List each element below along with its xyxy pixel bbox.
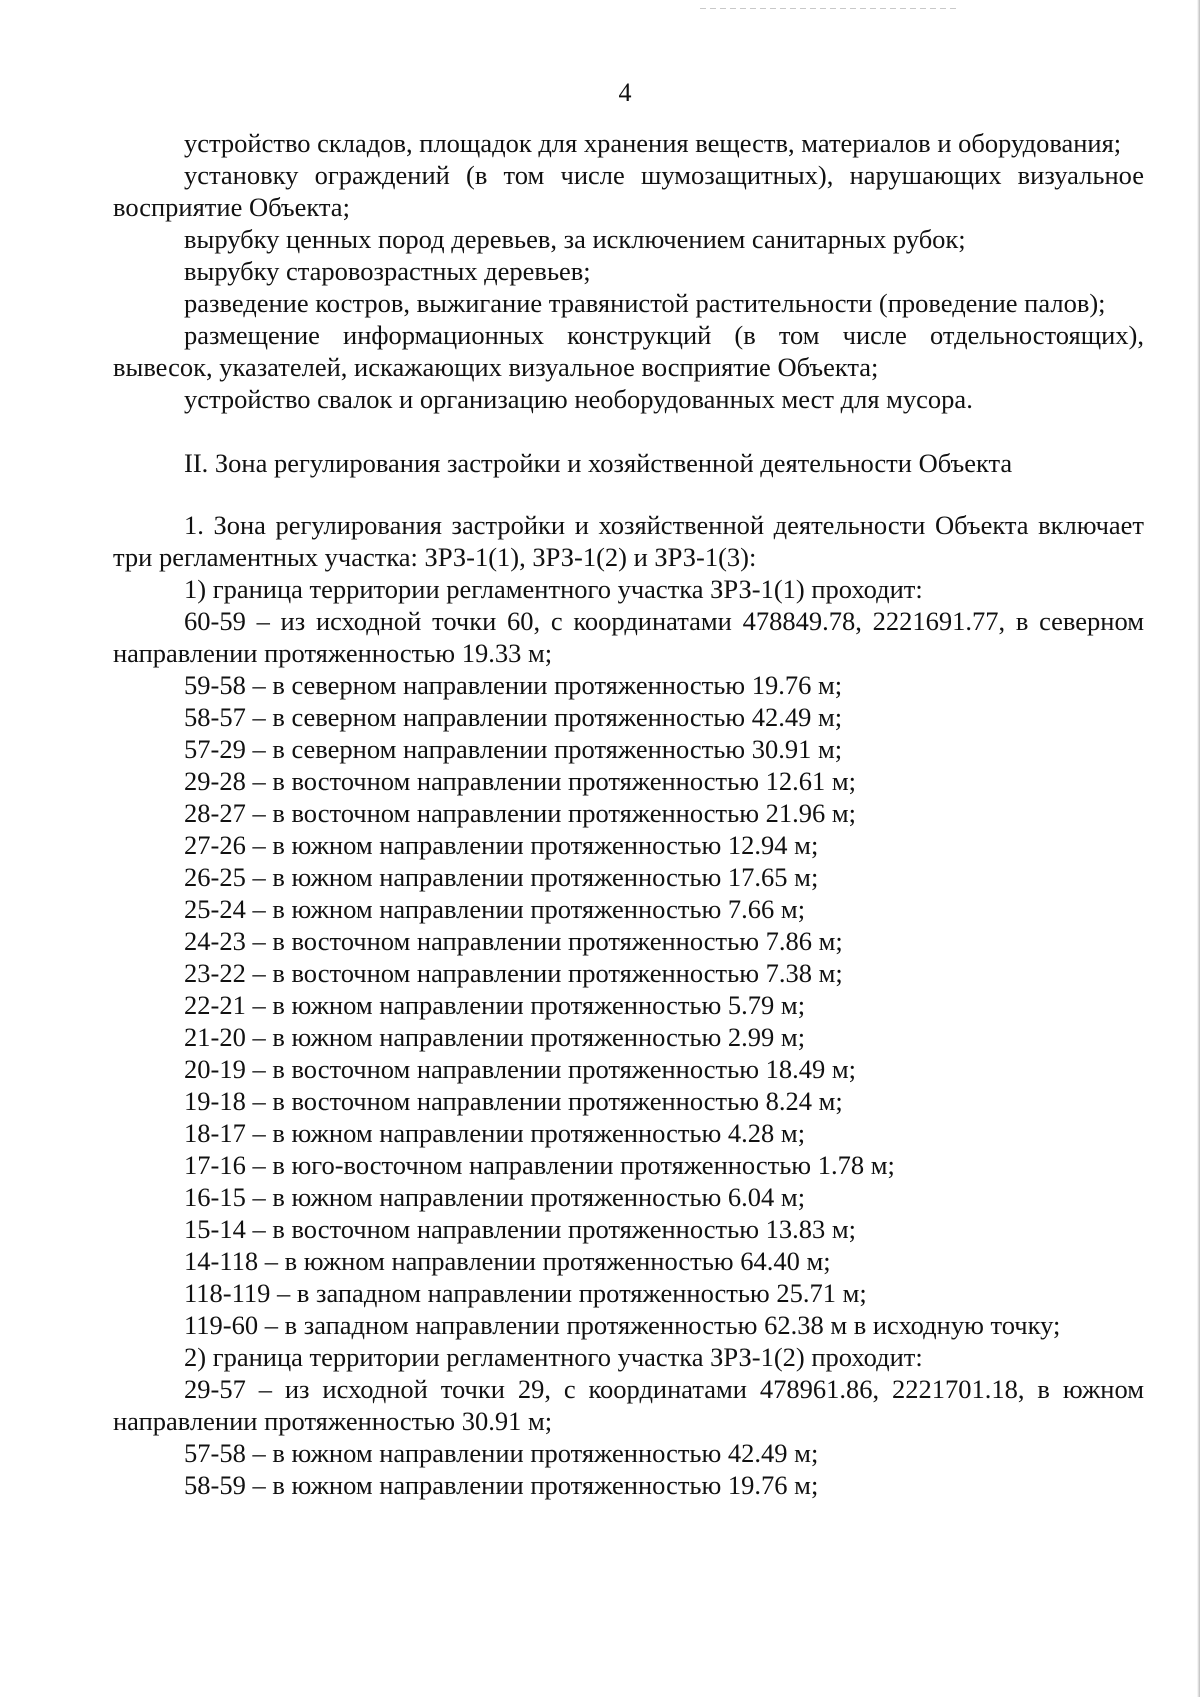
paragraph: устройство складов, площадок для хранения веществ, материалов и оборудования; bbox=[184, 128, 1122, 158]
boundary-segment: 57-58 – в южном направлении протяженностью 42.49 м; bbox=[184, 1438, 819, 1468]
scan-artifact bbox=[700, 8, 960, 9]
boundary-segment: 16-15 – в южном направлении протяженностью 6.04 м; bbox=[184, 1182, 806, 1212]
page-number: 4 bbox=[618, 78, 632, 107]
boundary-segment: 20-19 – в восточном направлении протяженностью 18.49 м; bbox=[184, 1054, 856, 1084]
section-heading: II. Зона регулирования застройки и хозяйственной деятельности Объекта bbox=[184, 448, 1013, 478]
boundary-segment: 29-28 – в восточном направлении протяженностью 12.61 м; bbox=[184, 766, 856, 796]
paragraph: 60-59 – из исходной точки 60, с координатами 478849.78, 2221691.77, в северном направлении протяженностью 19.33 м; bbox=[113, 606, 1144, 668]
paragraph: разведение костров, выжигание травянистой растительности (проведение палов); bbox=[184, 288, 1106, 318]
boundary-segment: 27-26 – в южном направлении протяженностью 12.94 м; bbox=[184, 830, 819, 860]
boundary-segment: 24-23 – в восточном направлении протяженностью 7.86 м; bbox=[184, 926, 843, 956]
boundary-segment: 26-25 – в южном направлении протяженностью 17.65 м; bbox=[184, 862, 819, 892]
spacer bbox=[113, 479, 1144, 509]
paragraph: вырубку ценных пород деревьев, за исключением санитарных рубок; bbox=[184, 224, 966, 254]
boundary-segment: 118-119 – в западном направлении протяженностью 25.71 м; bbox=[184, 1278, 867, 1308]
boundary-segment: 29-57 – из исходной точки 29, с координатами 478961.86, 2221701.18, в южном направлении протяженностью 30.91 м; bbox=[113, 1374, 1144, 1436]
paragraph: 1. Зона регулирования застройки и хозяйственной деятельности Объекта включает три регламентных участка: ЗРЗ-1(1), ЗРЗ-1(2) и ЗРЗ-1(3): bbox=[113, 510, 1144, 572]
boundary-segment: 58-59 – в южном направлении протяженностью 19.76 м; bbox=[184, 1470, 819, 1500]
boundary-segment: 25-24 – в южном направлении протяженностью 7.66 м; bbox=[184, 894, 806, 924]
boundary-segment: 14-118 – в южном направлении протяженностью 64.40 м; bbox=[184, 1246, 831, 1276]
spacer bbox=[113, 415, 1144, 447]
paragraph: устройство свалок и организацию необорудованных мест для мусора. bbox=[184, 384, 973, 414]
boundary-segment: 17-16 – в юго-восточном направлении протяженностью 1.78 м; bbox=[184, 1150, 895, 1180]
document-body bbox=[113, 127, 1144, 1501]
boundary-segment: 58-57 – в северном направлении протяженностью 42.49 м; bbox=[184, 702, 843, 732]
boundary-segment: 57-29 – в северном направлении протяженностью 30.91 м; bbox=[184, 734, 843, 764]
boundary-segment: 15-14 – в восточном направлении протяженностью 13.83 м; bbox=[184, 1214, 856, 1244]
paragraph: вырубку старовозрастных деревьев; bbox=[184, 256, 591, 286]
boundary-segment: 59-58 – в северном направлении протяженностью 19.76 м; bbox=[184, 670, 843, 700]
paragraph: размещение информационных конструкций (в том числе отдельностоящих), вывесок, указателей, искажающих визуальное восприятие Объекта; bbox=[113, 320, 1144, 382]
boundary-segment: 22-21 – в южном направлении протяженностью 5.79 м; bbox=[184, 990, 806, 1020]
paragraph: установку ограждений (в том числе шумозащитных), нарушающих визуальное восприятие Объекта; bbox=[113, 160, 1144, 222]
boundary-segment: 18-17 – в южном направлении протяженностью 4.28 м; bbox=[184, 1118, 806, 1148]
paragraph: 1) граница территории регламентного участка ЗРЗ-1(1) проходит: bbox=[184, 574, 923, 604]
boundary-segment: 28-27 – в восточном направлении протяженностью 21.96 м; bbox=[184, 798, 856, 828]
boundary-segment: 19-18 – в восточном направлении протяженностью 8.24 м; bbox=[184, 1086, 843, 1116]
boundary-segment: 119-60 – в западном направлении протяженностью 62.38 м в исходную точку; bbox=[184, 1310, 1061, 1340]
boundary-segment: 21-20 – в южном направлении протяженностью 2.99 м; bbox=[184, 1022, 806, 1052]
paragraph: 2) граница территории регламентного участка ЗРЗ-1(2) проходит: bbox=[184, 1342, 923, 1372]
boundary-segment: 23-22 – в восточном направлении протяженностью 7.38 м; bbox=[184, 958, 843, 988]
